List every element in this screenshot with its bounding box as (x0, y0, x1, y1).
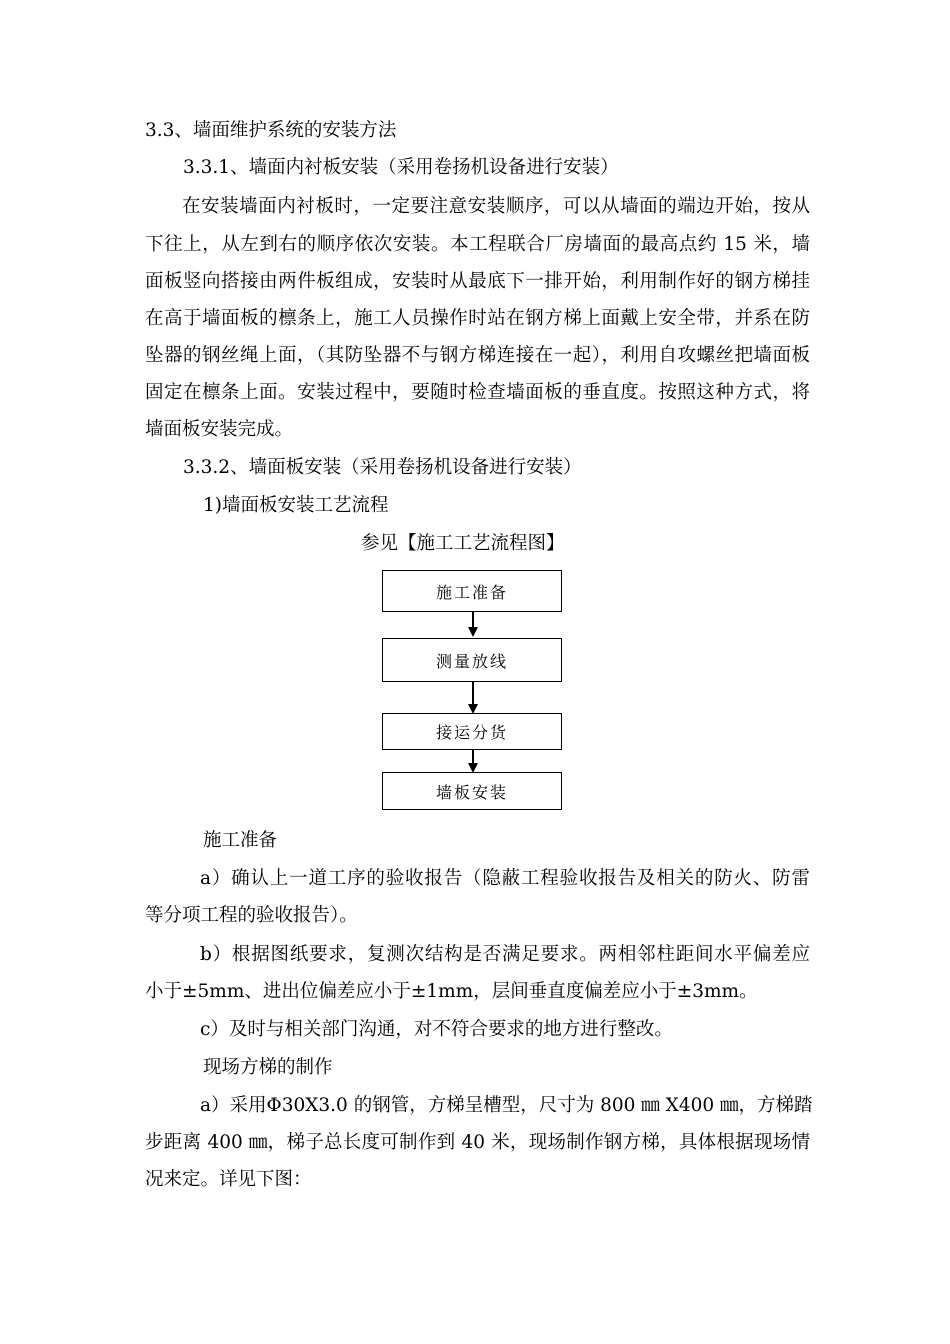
paragraph-line: 在高于墙面板的檩条上，施工人员操作时站在钢方梯上面戴上安全带，并系在防 (145, 308, 810, 329)
ladder-item-a: a）采用Φ30X3.0 的钢管，方梯呈槽型，尺寸为 800 ㎜ X400 ㎜，方梯踏 (200, 1095, 813, 1116)
subsection-heading-3-3-2: 3.3.2、墙面板安装（采用卷扬机设备进行安装） (183, 457, 582, 478)
subsection-heading-3-3-1: 3.3.1、墙面内衬板安装（采用卷扬机设备进行安装） (183, 157, 619, 178)
paragraph-line: 下往上，从左到右的顺序依次安装。本工程联合厂房墙面的最高点约 15 米，墙 (145, 234, 810, 255)
paragraph-line: 墙面板安装完成。 (145, 419, 294, 440)
paragraph-line: 固定在檩条上面。安装过程中，要随时检查墙面板的垂直度。按照这种方式，将 (145, 382, 810, 403)
flow-arrow (472, 682, 474, 706)
prep-title: 施工准备 (203, 830, 278, 851)
list-item-flow: 1)墙面板安装工艺流程 (203, 495, 389, 516)
paragraph-line: 面板竖向搭接由两件板组成，安装时从最底下一排开始，利用制作好的钢方梯挂 (145, 271, 810, 292)
arrow-down-icon (468, 627, 478, 637)
flow-step-install: 墙板安装 (382, 772, 562, 810)
prep-item-b-cont: 小于±5mm、进出位偏差应小于±1mm，层间垂直度偏差应小于±3mm。 (145, 981, 758, 1002)
prep-item-a: a）确认上一道工序的验收报告（隐蔽工程验收报告及相关的防火、防雷 (200, 868, 810, 889)
flowchart-caption: 参见【施工工艺流程图】 (361, 533, 565, 554)
prep-item-c: c）及时与相关部门沟通，对不符合要求的地方进行整改。 (200, 1019, 673, 1040)
ladder-item-a-cont: 况来定。详见下图： (145, 1169, 312, 1190)
prep-item-b: b）根据图纸要求，复测次结构是否满足要求。两相邻柱距间水平偏差应 (200, 944, 810, 965)
prep-item-a-cont: 等分项工程的验收报告）。 (145, 905, 358, 926)
ladder-title: 现场方梯的制作 (203, 1057, 333, 1078)
paragraph-line: 在安装墙面内衬板时，一定要注意安装顺序，可以从墙面的端边开始，按从 (182, 196, 810, 217)
flow-step-prepare: 施工准备 (382, 570, 562, 612)
section-heading: 3.3、墙面维护系统的安装方法 (145, 120, 397, 141)
flow-step-distribute: 接运分货 (382, 713, 562, 750)
ladder-item-a-cont: 步距离 400 ㎜，梯子总长度可制作到 40 米，现场制作钢方梯，具体根据现场情 (145, 1132, 810, 1153)
paragraph-line: 坠器的钢丝绳上面，（其防坠器不与钢方梯连接在一起），利用自攻螺丝把墙面板 (145, 345, 810, 366)
flow-step-survey: 测量放线 (382, 638, 562, 682)
